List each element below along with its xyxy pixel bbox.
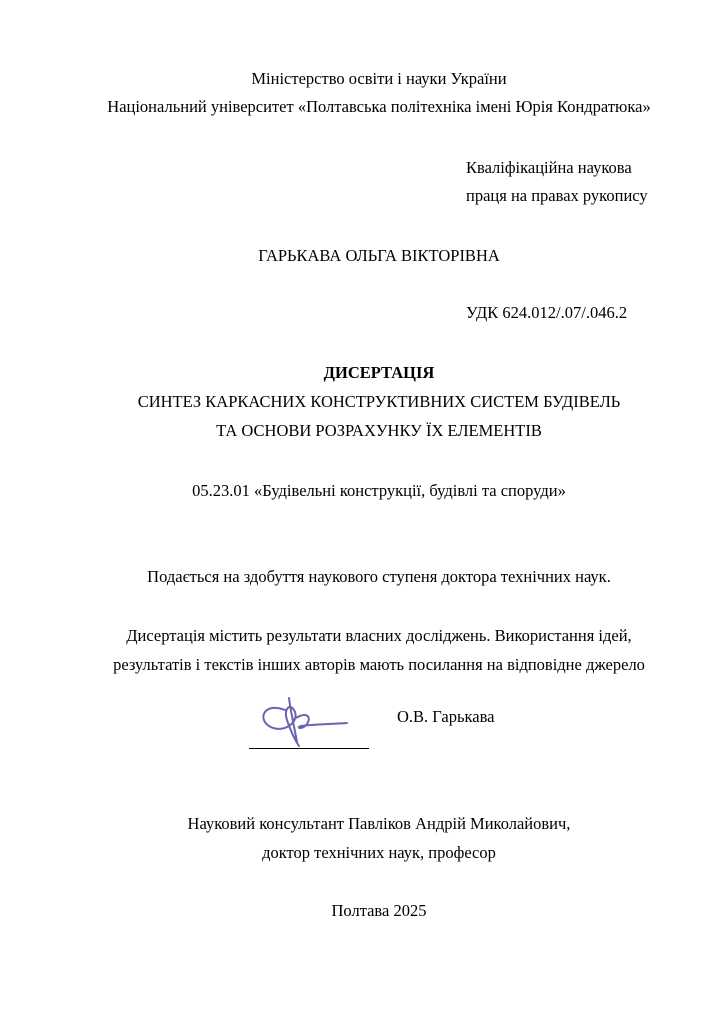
consultant-line1: Науковий консультант Павліков Андрій Миколайович,: [187, 814, 571, 833]
udc-code: УДК 624.012/.07/.046.2: [466, 303, 628, 322]
title-line1: СИНТЕЗ КАРКАСНИХ КОНСТРУКТИВНИХ СИСТЕМ БУДІВЕЛЬ: [137, 392, 621, 411]
city-year: Полтава 2025: [331, 901, 427, 920]
ministry: Міністерство освіти і науки України: [251, 69, 507, 88]
signatory-name: О.В. Гарькава: [397, 707, 495, 726]
document-type: ДИСЕРТАЦІЯ: [323, 363, 435, 382]
author-name: ГАРЬКАВА ОЛЬГА ВІКТОРІВНА: [258, 246, 500, 265]
consultant-line2: доктор технічних наук, професор: [262, 843, 496, 862]
university: Національний університет «Полтавська політехніка імені Юрія Кондратюка»: [107, 97, 651, 116]
manuscript-note-line1: Кваліфікаційна наукова: [466, 158, 632, 177]
degree: Подається на здобуття наукового ступеня доктора технічних наук.: [147, 567, 611, 586]
statement-line1: Дисертація містить результати власних досліджень. Використання ідей,: [126, 626, 632, 645]
signature-line: [249, 748, 369, 749]
title-line2: ТА ОСНОВИ РОЗРАХУНКУ ЇХ ЕЛЕМЕНТІВ: [216, 421, 542, 440]
specialty: 05.23.01 «Будівельні конструкції, будівлі та споруди»: [192, 481, 566, 500]
manuscript-note-line2: праця на правах рукопису: [466, 186, 648, 205]
handwritten-signature: [255, 690, 355, 750]
statement-line2: результатів і текстів інших авторів мають посилання на відповідне джерело: [113, 655, 645, 674]
